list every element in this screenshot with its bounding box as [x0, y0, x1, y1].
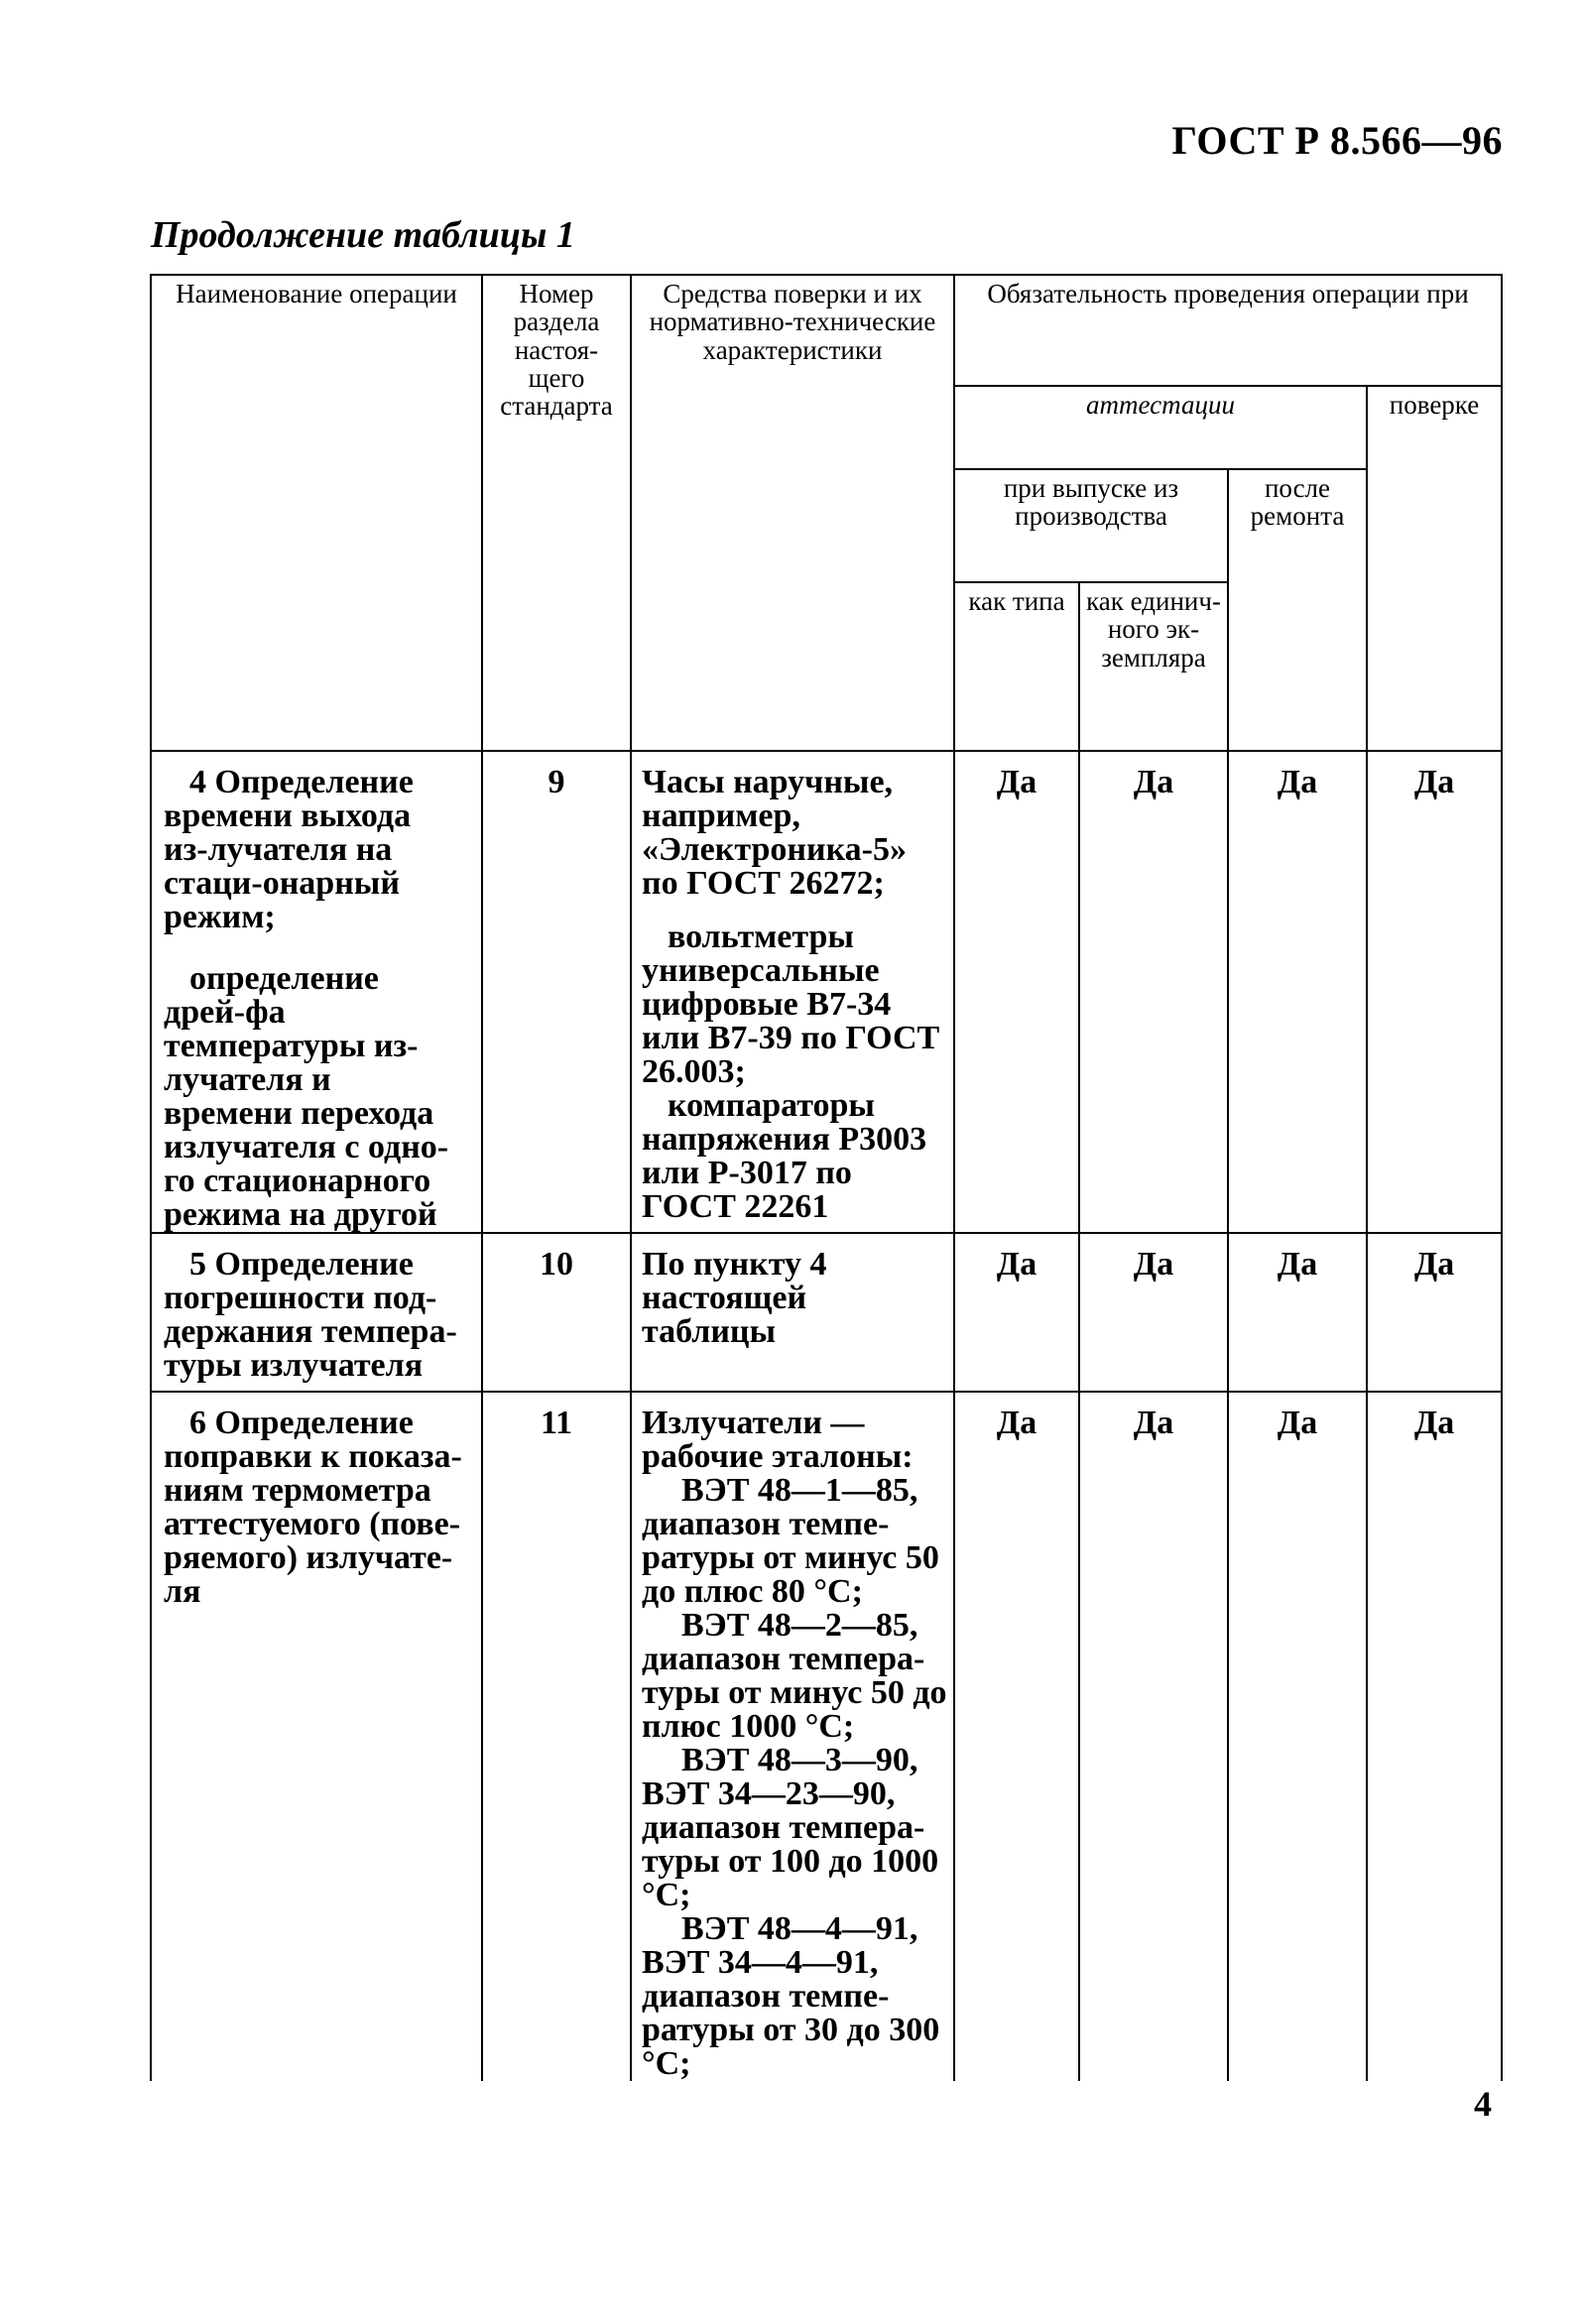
as-unit-yes: Да — [1133, 1246, 1174, 1283]
operation-name: 5 Определение погрешности под-держания темпера-туры излучателя — [164, 1246, 457, 1384]
table-row — [151, 1392, 1502, 2081]
means-item: ВЭТ 48—2—85, — [681, 1607, 918, 1644]
verification-yes: Да — [1413, 1246, 1455, 1283]
header-obligation-group: Обязательность проведения операции при — [954, 275, 1502, 386]
as-unit-yes: Да — [1133, 764, 1174, 800]
verification-means-voltmeters: вольтметры универсальные цифровые В7-34 или В7-39 по ГОСТ 26.003; — [642, 918, 940, 1090]
header-as-unit: как единич-ного эк-земпляра — [1079, 582, 1228, 751]
header-verification-means: Средства поверки и их нормативно-технические характеристики — [631, 275, 954, 751]
as-type-yes: Да — [996, 764, 1037, 800]
header-attestation: аттестации — [954, 386, 1367, 469]
means-item: ВЭТ 34—23—90, диапазон темпера-туры от 100 до 1000 °С; — [642, 1775, 939, 1913]
section-number: 10 — [540, 1246, 573, 1283]
after-repair-yes: Да — [1277, 764, 1318, 800]
after-repair-yes: Да — [1277, 1405, 1318, 1441]
means-intro: Излучатели — рабочие эталоны: — [642, 1405, 914, 1475]
page-number: 4 — [1474, 2084, 1492, 2124]
operations-table — [150, 274, 1503, 2081]
header-release: при выпуске из производства — [954, 469, 1228, 582]
verification-yes: Да — [1413, 1405, 1455, 1441]
as-type-yes: Да — [996, 1405, 1037, 1441]
header-operation-name: Наименование операции — [151, 275, 482, 751]
operation-name: 4 Определение времени выхода из-лучателя на стаци-онарный режим; — [164, 764, 414, 935]
verification-means — [632, 1393, 953, 2081]
header-after-repair: после ремонта — [1228, 469, 1367, 751]
table-row — [151, 751, 1502, 1233]
after-repair-yes: Да — [1277, 1246, 1318, 1283]
header-as-type: как типа — [954, 582, 1079, 751]
verification-yes: Да — [1413, 764, 1455, 800]
operation-name-continued: определение дрей-фа температуры из-лучателя и времени перехода излучателя с одно-го стационарного режима на другой — [164, 960, 449, 1233]
verification-means-comparators: компараторы напряжения Р3003 или Р-3017 по ГОСТ 22261 — [642, 1087, 927, 1225]
document-code: ГОСТ Р 8.566—96 — [1171, 118, 1503, 163]
header-section-number: Номер раздела настоя-щего стандарта — [482, 275, 631, 751]
table-row — [151, 1233, 1502, 1392]
verification-means: Часы наручные, например, «Электроника-5» по ГОСТ 26272; — [642, 764, 907, 902]
means-item: ВЭТ 48—1—85, — [681, 1472, 918, 1509]
verification-means: По пункту 4 настоящей таблицы — [642, 1246, 827, 1350]
as-type-yes: Да — [996, 1246, 1037, 1283]
means-item: ВЭТ 48—4—91, — [681, 1910, 918, 1947]
operation-name: 6 Определение поправки к показа-ниям термометра аттестуемого (пове-ряемого) излучате-ля — [164, 1405, 462, 1610]
as-unit-yes: Да — [1133, 1405, 1174, 1441]
section-number: 11 — [540, 1405, 573, 1441]
means-item: диапазон темпе-ратуры от минус 50 до плюс 80 °С; — [642, 1506, 939, 1610]
section-number: 9 — [548, 764, 565, 800]
table-caption: Продолжение таблицы 1 — [151, 214, 575, 256]
header-verification: поверке — [1367, 386, 1502, 751]
means-item: ВЭТ 48—3—90, — [681, 1742, 918, 1778]
means-item: диапазон темпера-туры от минус 50 до плюс 1000 °С; — [642, 1641, 947, 1745]
means-item: ВЭТ 34—4—91, диапазон темпе-ратуры от 30 до 300 °С; — [642, 1944, 940, 2082]
